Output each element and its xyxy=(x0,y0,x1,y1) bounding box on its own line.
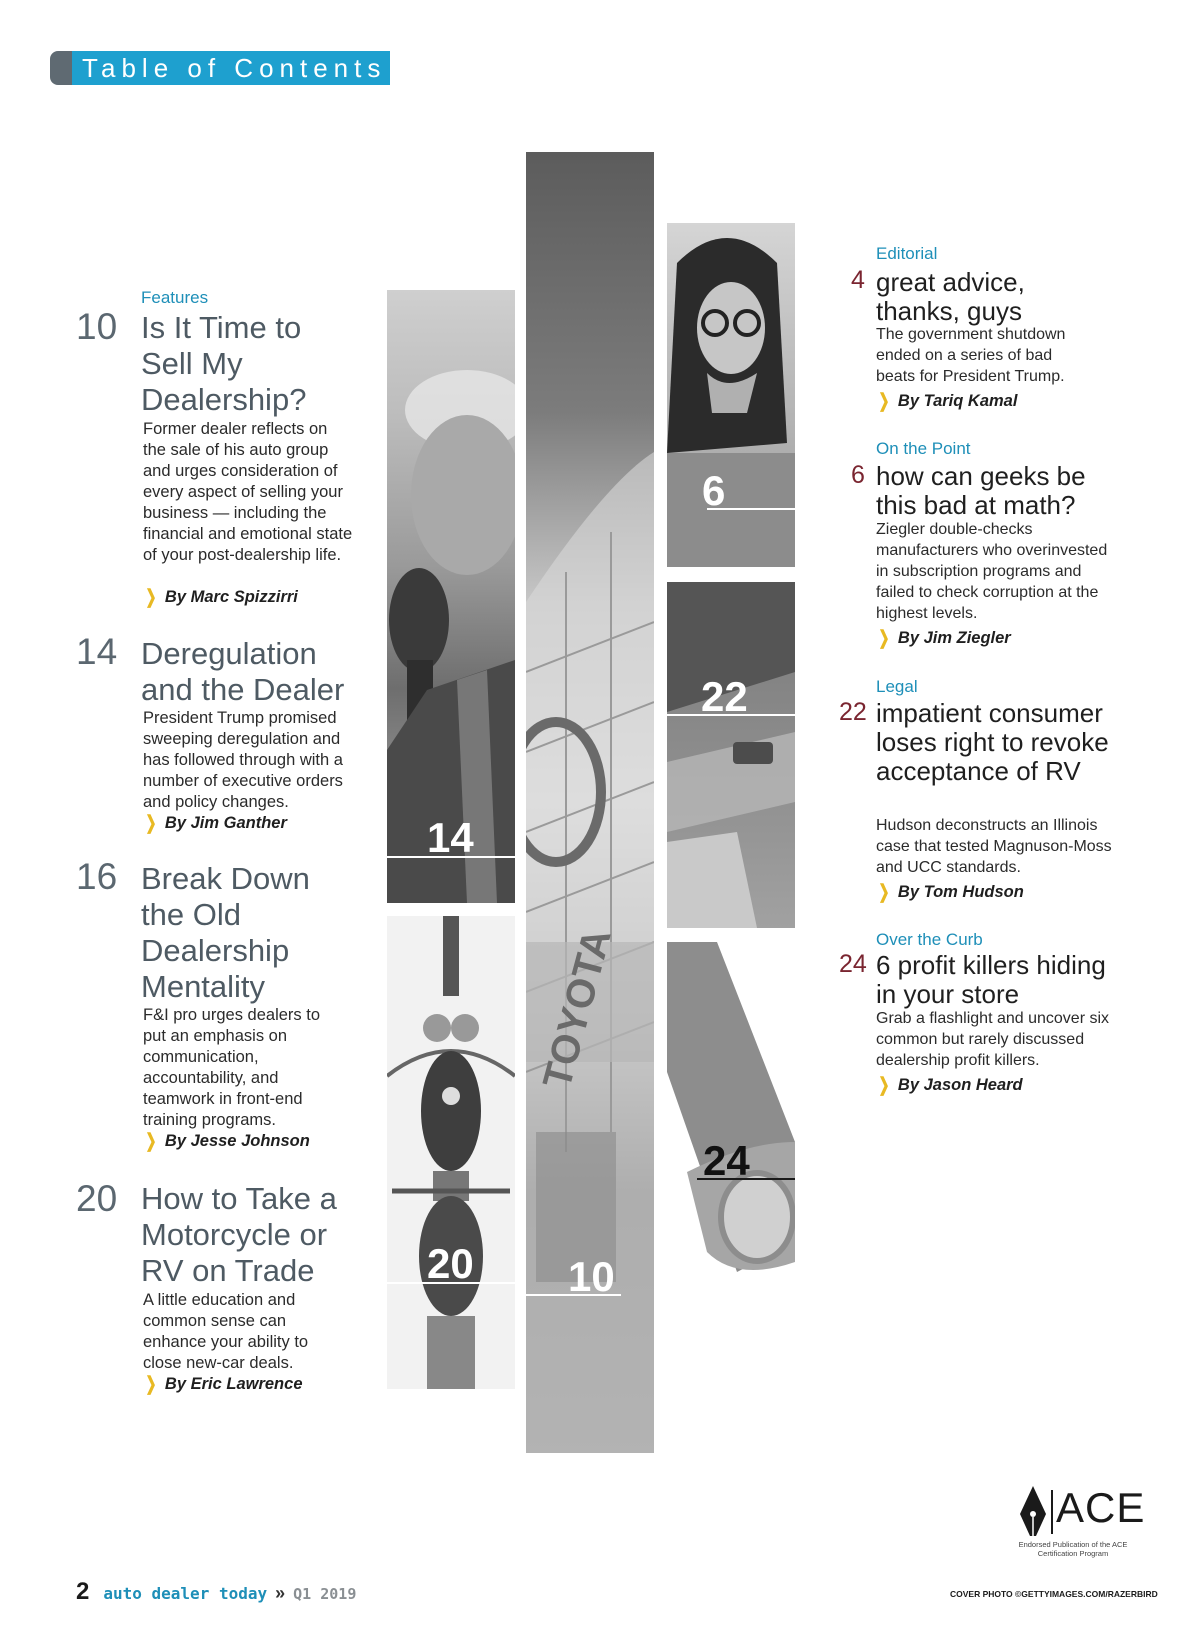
chevron-right-icon: ❯ xyxy=(145,1131,157,1152)
woman-photo xyxy=(667,223,795,567)
department-byline xyxy=(876,881,1024,904)
footer-issue: Q1 2019 xyxy=(293,1585,357,1603)
department-page-number: 6 xyxy=(851,461,865,489)
byline-text: By Jesse Johnson xyxy=(164,1132,310,1150)
department-title[interactable]: 6 profit killers hiding in your store xyxy=(876,950,1106,1009)
footer-magazine-name: auto dealer today xyxy=(103,1584,268,1603)
header-tab-grip xyxy=(50,51,72,85)
photo-page-tag: 14 xyxy=(427,814,474,861)
chevron-right-icon: ❯ xyxy=(878,882,890,903)
cover-photo-credit: COVER PHOTO ©GETTYIMAGES.COM/RAZERBIRD xyxy=(950,1589,1158,1599)
photo-page-tag: 24 xyxy=(703,1137,750,1184)
feature-byline xyxy=(143,1130,310,1153)
chevron-right-icon: ❯ xyxy=(145,587,157,608)
department-page-number: 24 xyxy=(839,950,867,978)
photo-strip-motorcycle[interactable] xyxy=(387,916,515,1389)
chevron-right-icon: ❯ xyxy=(878,391,890,412)
byline-text: By Tom Hudson xyxy=(897,883,1024,901)
feature-page-number: 14 xyxy=(76,631,118,672)
feature-title[interactable]: Break Down the Old Dealership Mentality xyxy=(141,861,310,1004)
department-section-label: Over the Curb xyxy=(876,930,983,949)
svg-text:TOYOTA: TOYOTA xyxy=(535,924,620,1094)
pen-nib-icon xyxy=(1018,1486,1048,1538)
ace-logo-text: ACE xyxy=(1056,1484,1146,1531)
department-section-label: On the Point xyxy=(876,439,971,458)
feature-title[interactable]: Is It Time to Sell My Dealership? xyxy=(141,310,307,417)
department-description: Hudson deconstructs an Illinois case that tested Magnuson-Moss and UCC standards. xyxy=(876,817,1112,876)
chevron-right-icon: ❯ xyxy=(878,628,890,649)
byline-text: By Tariq Kamal xyxy=(897,392,1018,410)
department-byline xyxy=(876,627,1011,650)
byline-text: By Jim Ziegler xyxy=(897,629,1011,647)
feature-description: President Trump promised sweeping deregulation and has followed through with a number of executive orders and policy changes. xyxy=(143,709,343,811)
byline-text: By Jim Ganther xyxy=(164,814,287,832)
feature-page-number: 10 xyxy=(76,306,118,347)
feature-byline xyxy=(143,812,287,835)
department-byline xyxy=(876,390,1017,413)
trump-photo xyxy=(387,290,515,903)
photo-page-tag: 10 xyxy=(568,1253,615,1300)
photo-strip-toyota[interactable] xyxy=(526,152,654,1453)
hands-photo xyxy=(667,582,795,928)
page-footer xyxy=(76,1578,356,1606)
page-title: Table of Contents xyxy=(72,51,390,85)
department-page-number: 4 xyxy=(851,266,865,294)
feature-byline xyxy=(143,1373,303,1396)
flashlight-icon xyxy=(667,942,795,1278)
chevron-right-icon: ❯ xyxy=(145,813,157,834)
feature-page-number: 20 xyxy=(76,1178,118,1219)
feature-description: F&I pro urges dealers to put an emphasis on communication, accountability, and teamwork in front-end training programs. xyxy=(143,1006,321,1129)
byline-text: By Marc Spizzirri xyxy=(164,588,298,606)
photo-strip-hands[interactable] xyxy=(667,582,795,928)
feature-page-number: 16 xyxy=(76,856,118,897)
department-title[interactable]: impatient consumer loses right to revoke acceptance of RV xyxy=(876,698,1109,786)
byline-text: By Jason Heard xyxy=(897,1076,1023,1094)
department-description: Ziegler double-checks manufacturers who overinvested in subscription programs and failed to check corruption at the highest levels. xyxy=(876,521,1108,622)
photo-page-tag: 22 xyxy=(701,673,748,720)
feature-description: Former dealer reflects on the sale of his auto group and urges consideration of every aspect of selling your business — including the financial and emotional state of your post-dealership life. xyxy=(143,420,353,564)
photo-page-tag: 20 xyxy=(427,1240,474,1287)
footer-separator: » xyxy=(275,1583,286,1603)
photo-strip-woman[interactable] xyxy=(667,223,795,567)
footer-page-number: 2 xyxy=(76,1578,90,1605)
department-description: The government shutdown ended on a series of bad beats for President Trump. xyxy=(876,326,1066,385)
department-section-label: Editorial xyxy=(876,244,938,263)
feature-description: A little education and common sense can enhance your ability to close new-car deals. xyxy=(143,1291,309,1372)
photo-strip-flashlight[interactable] xyxy=(667,942,795,1278)
department-section-label: Legal xyxy=(876,677,918,696)
byline-text: By Eric Lawrence xyxy=(164,1375,303,1393)
department-title[interactable]: how can geeks be this bad at math? xyxy=(876,461,1086,520)
feature-title[interactable]: Deregulation and the Dealer xyxy=(141,636,345,707)
feature-byline xyxy=(143,586,298,609)
photo-page-tag: 6 xyxy=(702,467,726,514)
photo-strip-trump[interactable] xyxy=(387,290,515,903)
motorcycle-photo xyxy=(387,916,515,1389)
feature-title[interactable]: How to Take a Motorcycle or RV on Trade xyxy=(141,1181,337,1288)
department-title[interactable]: great advice, thanks, guys xyxy=(876,267,1025,326)
chevron-right-icon: ❯ xyxy=(878,1075,890,1096)
department-byline xyxy=(876,1074,1023,1097)
ace-logo-divider xyxy=(1051,1490,1053,1534)
chevron-right-icon: ❯ xyxy=(145,1374,157,1395)
features-section-label: Features xyxy=(141,288,209,307)
department-page-number: 22 xyxy=(839,698,867,726)
toc-header-tab xyxy=(50,51,390,85)
department-description: Grab a flashlight and uncover six common but rarely discussed dealership profit killers. xyxy=(876,1010,1110,1069)
ace-logo-tagline: Endorsed Publication of the ACE Certification Program xyxy=(1018,1540,1128,1558)
